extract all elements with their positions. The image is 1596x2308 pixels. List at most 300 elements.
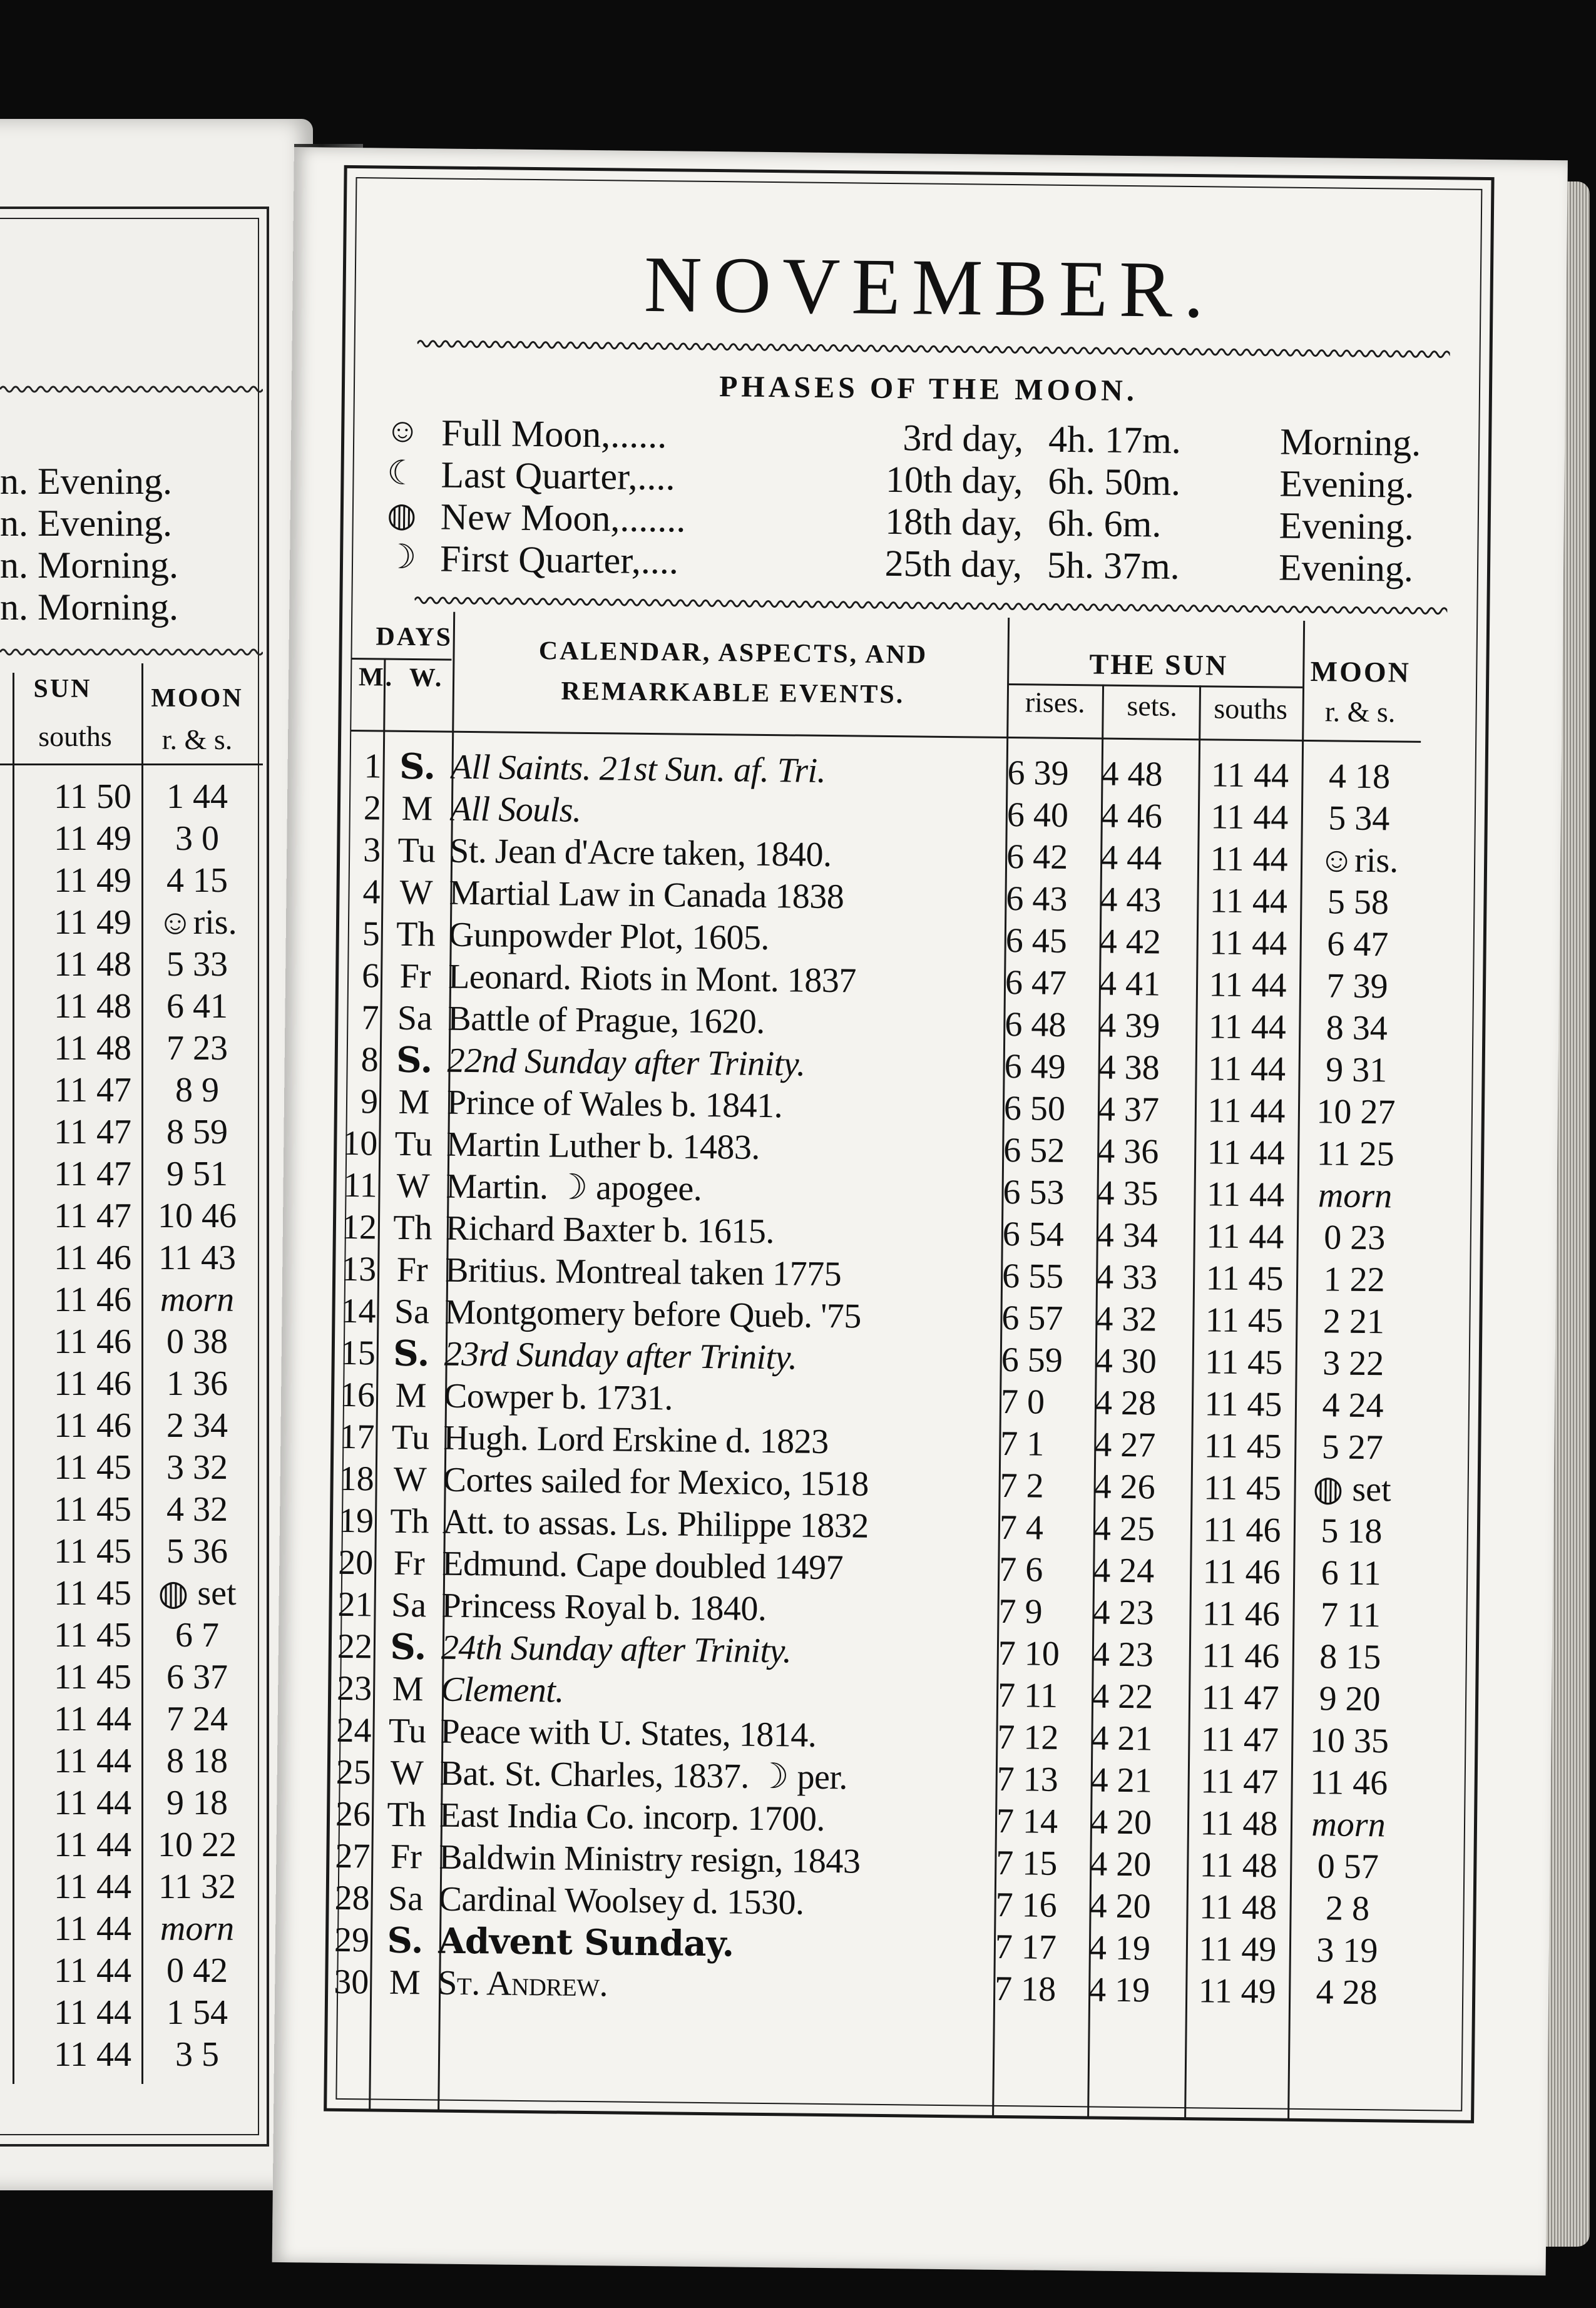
left-souths-value: 11 45 [54,1490,131,1529]
left-moon-value: 11 32 [158,1867,236,1906]
sun-sets: 4 21 [1090,1760,1153,1800]
sun-sets: 4 48 [1101,754,1163,794]
sun-souths: 11 44 [1210,797,1289,837]
left-souths-value: 11 46 [54,1364,131,1403]
sun-sets: 4 30 [1095,1341,1157,1381]
sun-souths: 11 44 [1206,1217,1284,1257]
moon-rise-set: 8 34 [1326,1008,1388,1048]
left-table-row [0,1279,269,1320]
event-text: Britius. Montreal taken 1775 [444,1250,842,1294]
sun-souths: 11 44 [1206,1175,1285,1215]
moon-phase-icon: ☺ [385,411,421,450]
left-moon-value: 10 46 [158,1197,237,1235]
sun-rises: 6 40 [1006,795,1069,835]
day-of-week: Sa [391,1585,427,1625]
event-text: Hugh. Lord Erskine d. 1823 [443,1418,829,1462]
left-moon-header: MOON [151,684,243,713]
day-of-month: 8 [361,1040,379,1080]
day-of-week: Th [390,1501,429,1541]
event-text: Bat. St. Charles, 1837. ☽ per. [439,1754,848,1797]
event-text: All Souls. [449,789,581,830]
left-souths-value: 11 44 [54,1867,131,1906]
sun-rises: 6 59 [1001,1340,1063,1380]
left-moon-value: 0 38 [166,1322,228,1361]
moon-rs-header: r. & s. [1324,695,1396,728]
sun-sets: 4 25 [1093,1509,1155,1549]
phase-time: 4h. 17m. [1048,418,1182,461]
moon-rise-set: 5 27 [1321,1427,1384,1468]
calendar-header: CALENDAR, ASPECTS, AND [538,636,928,670]
left-souths-value: 11 47 [54,1113,131,1151]
day-of-week: Th [387,1795,427,1835]
left-moon-value: 3 32 [166,1448,228,1487]
day-of-week: Fr [393,1543,426,1583]
day-of-week: M [389,1963,421,2003]
left-souths-value: 11 44 [54,1909,131,1948]
sun-sets: 4 24 [1092,1551,1155,1591]
sun-rises: 6 50 [1003,1088,1066,1128]
sun-rises: 6 55 [1001,1256,1064,1296]
left-moon-value: 2 34 [166,1406,228,1445]
phase-period: Evening. [1279,462,1414,506]
moon-rise-set: 7 39 [1326,966,1388,1006]
day-of-week: Tu [397,830,436,871]
phase-day: 10th day, [885,458,1023,502]
day-of-month: 27 [335,1836,371,1876]
left-moon-value: ◍ set [158,1574,237,1613]
moon-rise-set: morn [1317,1176,1393,1216]
day-of-month: 14 [340,1291,376,1331]
phase-period: Morning. [1279,421,1421,464]
left-table-row [0,1028,269,1069]
event-text: St. Jean d'Acre taken, 1840. [449,831,832,875]
day-of-month: 29 [334,1920,370,1960]
day-of-month: 4 [362,872,381,912]
sun-souths: 11 45 [1205,1300,1284,1340]
phase-row [384,453,1414,506]
day-of-week: W [390,1753,424,1793]
sun-rises: 7 9 [998,1591,1043,1631]
event-text: Cowper b. 1731. [443,1376,673,1418]
day-of-week: Tu [394,1124,433,1164]
moon-rise-set: ◍ set [1312,1469,1391,1509]
left-table-row [0,1405,269,1446]
sun-rises: 7 18 [994,1969,1056,2009]
event-text: Cardinal Woolsey d. 1530. [438,1879,804,1922]
sun-souths: 11 47 [1201,1678,1279,1718]
phase-row [385,411,1421,464]
event-text: Clement. [440,1670,565,1710]
left-souths-value: 11 46 [54,1322,131,1361]
phase-name: First Quarter,.... [439,538,679,582]
left-table-row [0,1573,269,1614]
sun-rises: 7 1 [1000,1424,1045,1464]
left-souths-value: 11 46 [54,1238,131,1277]
event-text: Martin. ☽ apogee. [446,1167,702,1208]
moon-rise-set: 4 28 [1316,1973,1378,2013]
sun-souths: 11 45 [1205,1259,1284,1299]
sun-souths: 11 45 [1204,1426,1282,1466]
left-phase-tail: n. Evening. [0,461,172,502]
sun-sets: 4 20 [1090,1802,1152,1842]
moon-rise-set: 11 25 [1316,1134,1395,1174]
moon-rise-set: 5 18 [1321,1511,1383,1551]
left-table-row [0,1070,269,1111]
sun-sets: 4 41 [1098,964,1161,1004]
sun-rises: 7 2 [1000,1466,1044,1506]
day-of-month: 13 [340,1249,377,1289]
event-text: 22nd Sunday after Trinity. [447,1041,806,1084]
moon-rise-set: 8 15 [1319,1637,1381,1677]
day-of-month: 6 [361,956,380,996]
day-of-week: Tu [388,1711,427,1751]
day-of-week: M [401,789,433,829]
moon-rise-set: 6 11 [1321,1553,1382,1593]
moon-rise-set: ☺ris. [1318,840,1399,881]
left-souths-value: 11 45 [54,1658,131,1697]
left-souths-header: souths [38,720,112,752]
left-table-row [0,986,269,1027]
day-of-month: 22 [337,1626,373,1667]
left-moon-value: 6 37 [166,1658,228,1697]
left-table-row [0,944,269,985]
left-souths-value: 11 44 [54,1993,131,2032]
left-moon-value: 4 15 [166,861,228,900]
sun-souths: 11 44 [1207,1091,1286,1131]
left-page [0,119,313,2190]
left-table-row [0,1321,269,1362]
left-moon-value: 0 42 [166,1951,228,1990]
day-of-month: 12 [341,1207,377,1247]
left-souths-value: 11 44 [54,1825,131,1864]
day-of-month: 15 [340,1333,376,1373]
sun-souths: 11 44 [1210,755,1289,795]
sun-souths: 11 44 [1209,881,1288,921]
left-souths-value: 11 47 [54,1197,131,1235]
day-of-week: W [396,1166,430,1206]
left-souths-value: 11 48 [54,987,131,1026]
left-moon-value: morn [160,1909,235,1948]
day-of-month: 9 [360,1082,379,1121]
left-sun-header: SUN [33,675,92,703]
moon-rise-set: 4 24 [1322,1386,1384,1426]
sun-souths: 11 44 [1210,839,1288,879]
day-of-week: M [395,1376,427,1416]
day-of-month: 7 [361,998,379,1038]
sun-rises: 6 52 [1003,1130,1065,1170]
sun-sets: 4 38 [1098,1048,1160,1088]
day-of-week: S. [392,1332,430,1375]
left-table-row [0,902,269,943]
sun-sets: 4 46 [1100,796,1163,836]
left-table-row [0,1992,269,2033]
day-of-month-header: M. [358,663,394,692]
left-souths-value: 11 49 [54,903,131,942]
day-of-week: M [392,1669,424,1709]
sun-souths: 11 45 [1203,1468,1282,1508]
event-text: Peace with U. States, 1814. [440,1712,817,1755]
sun-sets: 4 23 [1092,1635,1154,1675]
sun-souths: 11 45 [1204,1384,1282,1424]
day-of-week: W [399,872,433,912]
event-text: Martin Luther b. 1483. [446,1125,760,1167]
rises-header: rises. [1025,686,1085,719]
sun-rises: 7 12 [997,1717,1059,1757]
day-of-month: 21 [337,1585,373,1625]
day-of-week: S. [387,1919,424,1962]
day-of-week: Sa [394,1292,430,1332]
left-souths-value: 11 45 [54,1574,131,1613]
sun-souths: 11 46 [1202,1636,1280,1676]
sun-souths: 11 46 [1202,1594,1281,1634]
sun-sets: 4 21 [1091,1718,1153,1759]
day-of-month: 25 [335,1752,372,1792]
sun-sets: 4 19 [1088,1928,1151,1968]
phase-day: 25th day, [884,542,1023,586]
left-table-row [0,776,269,817]
event-text: Battle of Prague, 1620. [448,999,765,1041]
sun-sets: 4 19 [1088,1970,1150,2010]
left-table-row [0,860,269,901]
sun-souths: 11 44 [1207,1133,1286,1173]
left-moon-value: 6 41 [166,987,228,1026]
event-text: Cortes sailed for Mexico, 1518 [442,1460,869,1504]
day-of-week: S. [396,1039,433,1081]
left-table-row [0,1153,269,1195]
moon-rise-set: 11 46 [1309,1763,1388,1803]
moon-rise-set: 5 58 [1327,882,1389,922]
left-souths-value: 11 45 [54,1616,131,1655]
sun-souths: 11 44 [1207,1049,1286,1089]
sun-souths: 11 47 [1200,1720,1279,1760]
moon-rise-set: 7 11 [1320,1595,1381,1635]
left-moon-value: 9 51 [166,1155,228,1193]
left-moon-value: 9 18 [166,1784,228,1822]
left-table-row [0,2034,269,2075]
day-of-month: 28 [334,1878,371,1918]
left-souths-value: 11 46 [54,1406,131,1445]
sun-rises: 7 11 [997,1675,1058,1715]
left-moon-value: 5 33 [166,945,228,984]
sun-sets: 4 32 [1095,1299,1157,1339]
sun-sets: 4 39 [1098,1006,1160,1046]
event-text: East India Co. incorp. 1700. [439,1795,826,1839]
sun-sets: 4 35 [1097,1173,1159,1213]
sun-rises: 7 13 [996,1759,1059,1799]
day-of-month: 26 [335,1794,371,1834]
left-souths-value: 11 47 [54,1071,131,1110]
left-moon-value: 1 44 [166,777,228,816]
left-phase-tail: n. Morning. [0,544,178,586]
sun-rises: 6 57 [1001,1298,1063,1338]
left-table-row [0,1657,269,1698]
day-of-month: 17 [339,1417,375,1457]
sun-sets: 4 37 [1097,1090,1160,1130]
left-moon-value: 1 54 [166,1993,228,2032]
day-of-week: Th [392,1208,432,1248]
sun-souths: 11 46 [1202,1552,1281,1592]
left-moon-rs-header: r. & s. [161,723,233,755]
phase-time: 5h. 37m. [1046,544,1180,587]
sun-rises: 6 43 [1006,879,1068,919]
left-souths-value: 11 44 [54,1742,131,1780]
event-text: Gunpowder Plot, 1605. [448,915,770,958]
left-table-row [0,1111,269,1153]
left-table-row [0,1950,269,1991]
moon-rise-set: 0 57 [1317,1847,1379,1887]
days-header: DAYS [376,622,453,652]
sun-sets: 4 43 [1100,880,1162,920]
left-souths-value: 11 44 [54,1784,131,1822]
calendar-header: REMARKABLE EVENTS. [561,677,905,710]
sun-sets: 4 27 [1094,1425,1156,1465]
sun-rises: 7 4 [999,1508,1044,1548]
sun-sets: 4 36 [1097,1131,1159,1172]
day-of-month: 18 [339,1459,375,1499]
moon-rise-set: 5 34 [1328,799,1390,839]
day-of-month: 16 [339,1375,376,1415]
left-souths-value: 11 47 [54,1155,131,1193]
day-of-week: Th [396,914,436,954]
sun-souths: 11 44 [1209,923,1287,963]
left-header-rule [0,763,263,765]
left-table-row [0,818,269,859]
left-moon-value: 6 7 [175,1616,219,1655]
left-wavy-rule [0,645,263,660]
day-of-month: 2 [363,789,382,828]
day-of-month: 3 [362,830,381,870]
phase-name: Full Moon,...... [441,412,667,456]
moon-header: MOON [1310,655,1411,688]
left-table-row [0,1447,269,1488]
moon-rise-set: 10 27 [1316,1092,1396,1132]
left-souths-value: 11 48 [54,945,131,984]
left-souths-value: 11 49 [54,861,131,900]
moon-rise-set: 9 20 [1319,1679,1381,1719]
sun-souths: 11 46 [1203,1510,1281,1550]
sun-souths: 11 48 [1199,1846,1278,1886]
sun-rises: 7 14 [996,1801,1058,1841]
sun-rises: 7 10 [998,1633,1060,1673]
day-of-month: 10 [342,1123,378,1163]
sun-sets: 4 44 [1100,838,1162,878]
phase-name: New Moon,....... [440,496,686,540]
left-table-row [0,1866,269,1907]
event-text: Richard Baxter b. 1615. [445,1208,775,1252]
day-of-week: Fr [390,1837,422,1877]
event-text: St. Andrew. [437,1963,608,2004]
left-moon-value: 1 36 [166,1364,228,1403]
day-of-month: 19 [338,1501,374,1541]
moon-rise-set: 0 23 [1324,1218,1386,1258]
sun-rises: 7 6 [998,1550,1043,1590]
sun-souths: 11 45 [1204,1342,1283,1382]
left-moon-value: 7 23 [166,1029,228,1068]
left-souths-value: 11 45 [54,1532,131,1571]
left-souths-value: 11 48 [54,1029,131,1068]
left-souths-value: 11 45 [54,1448,131,1487]
sun-sets: 4 23 [1092,1593,1154,1633]
left-souths-value: 11 46 [54,1280,131,1319]
moon-phase-icon: ☽ [386,538,417,576]
phase-day: 18th day, [885,500,1023,544]
event-text: Montgomery before Queb. '75 [444,1292,862,1336]
sun-souths: 11 48 [1200,1804,1278,1844]
sun-sets: 4 20 [1089,1886,1151,1926]
sun-sets: 4 42 [1099,922,1162,962]
phase-period: Evening. [1278,546,1414,590]
day-of-week: M [398,1082,430,1122]
sun-sets: 4 26 [1093,1467,1155,1507]
left-moon-value: 7 24 [166,1700,228,1739]
day-of-week-header: W. [409,663,444,693]
sun-souths: 11 44 [1209,965,1287,1005]
left-table-row [0,1698,269,1740]
day-of-week: Fr [399,956,431,996]
moon-rise-set: morn [1311,1805,1386,1845]
left-moon-value: 3 5 [175,2035,219,2074]
sun-souths: 11 49 [1198,1971,1276,2011]
left-table-row [0,1531,269,1572]
sun-header: THE SUN [1089,648,1229,682]
souths-header: souths [1214,692,1288,725]
left-phase-tail: n. Evening. [0,503,172,544]
moon-rise-set: 10 35 [1309,1721,1389,1761]
left-wavy-rule [0,382,263,397]
sets-header: sets. [1127,689,1178,722]
event-text: Martial Law in Canada 1838 [449,873,844,917]
almanac-page [272,147,1568,2275]
sun-rises: 6 42 [1006,837,1068,877]
moon-rise-set: 1 22 [1323,1260,1385,1300]
left-moon-value: ☺ris. [157,903,237,942]
left-moon-value: morn [160,1280,235,1319]
day-of-week: Tu [391,1417,430,1458]
left-table-row [0,1489,269,1530]
phase-name: Last Quarter,.... [441,454,675,498]
moon-rise-set: 4 18 [1328,757,1391,797]
event-text: Leonard. Riots in Mont. 1837 [448,957,857,1001]
day-of-month: 20 [337,1543,374,1583]
phase-period: Evening. [1279,504,1414,548]
day-of-month: 11 [343,1165,377,1205]
left-table-row [0,1908,269,1949]
sun-sets: 4 20 [1090,1844,1152,1884]
moon-phase-icon: ◍ [386,496,417,534]
left-moon-value: 8 9 [175,1071,219,1110]
day-of-month: 5 [362,914,381,954]
left-moon-value: 5 36 [166,1532,228,1571]
sun-rises: 6 39 [1007,753,1069,794]
left-table-row [0,1740,269,1782]
month-title: NOVEMBER. [643,239,1216,335]
sun-rises: 6 49 [1004,1046,1066,1086]
sun-rises: 6 48 [1005,1004,1067,1044]
sun-rises: 6 53 [1003,1172,1065,1212]
left-souths-value: 11 50 [54,777,131,816]
left-moon-value: 4 32 [166,1490,228,1529]
event-text: Princess Royal b. 1840. [441,1586,767,1629]
day-of-month: 30 [333,1962,369,2002]
sun-sets: 4 22 [1091,1677,1154,1717]
sun-rises: 7 16 [995,1885,1057,1925]
sun-souths: 11 44 [1208,1007,1287,1047]
day-of-month: 1 [364,747,382,786]
event-text: 23rd Sunday after Trinity. [444,1334,797,1377]
moon-rise-set: 6 47 [1326,924,1389,964]
left-phase-tail: n. Morning. [0,586,178,628]
day-of-month: 23 [336,1668,372,1708]
